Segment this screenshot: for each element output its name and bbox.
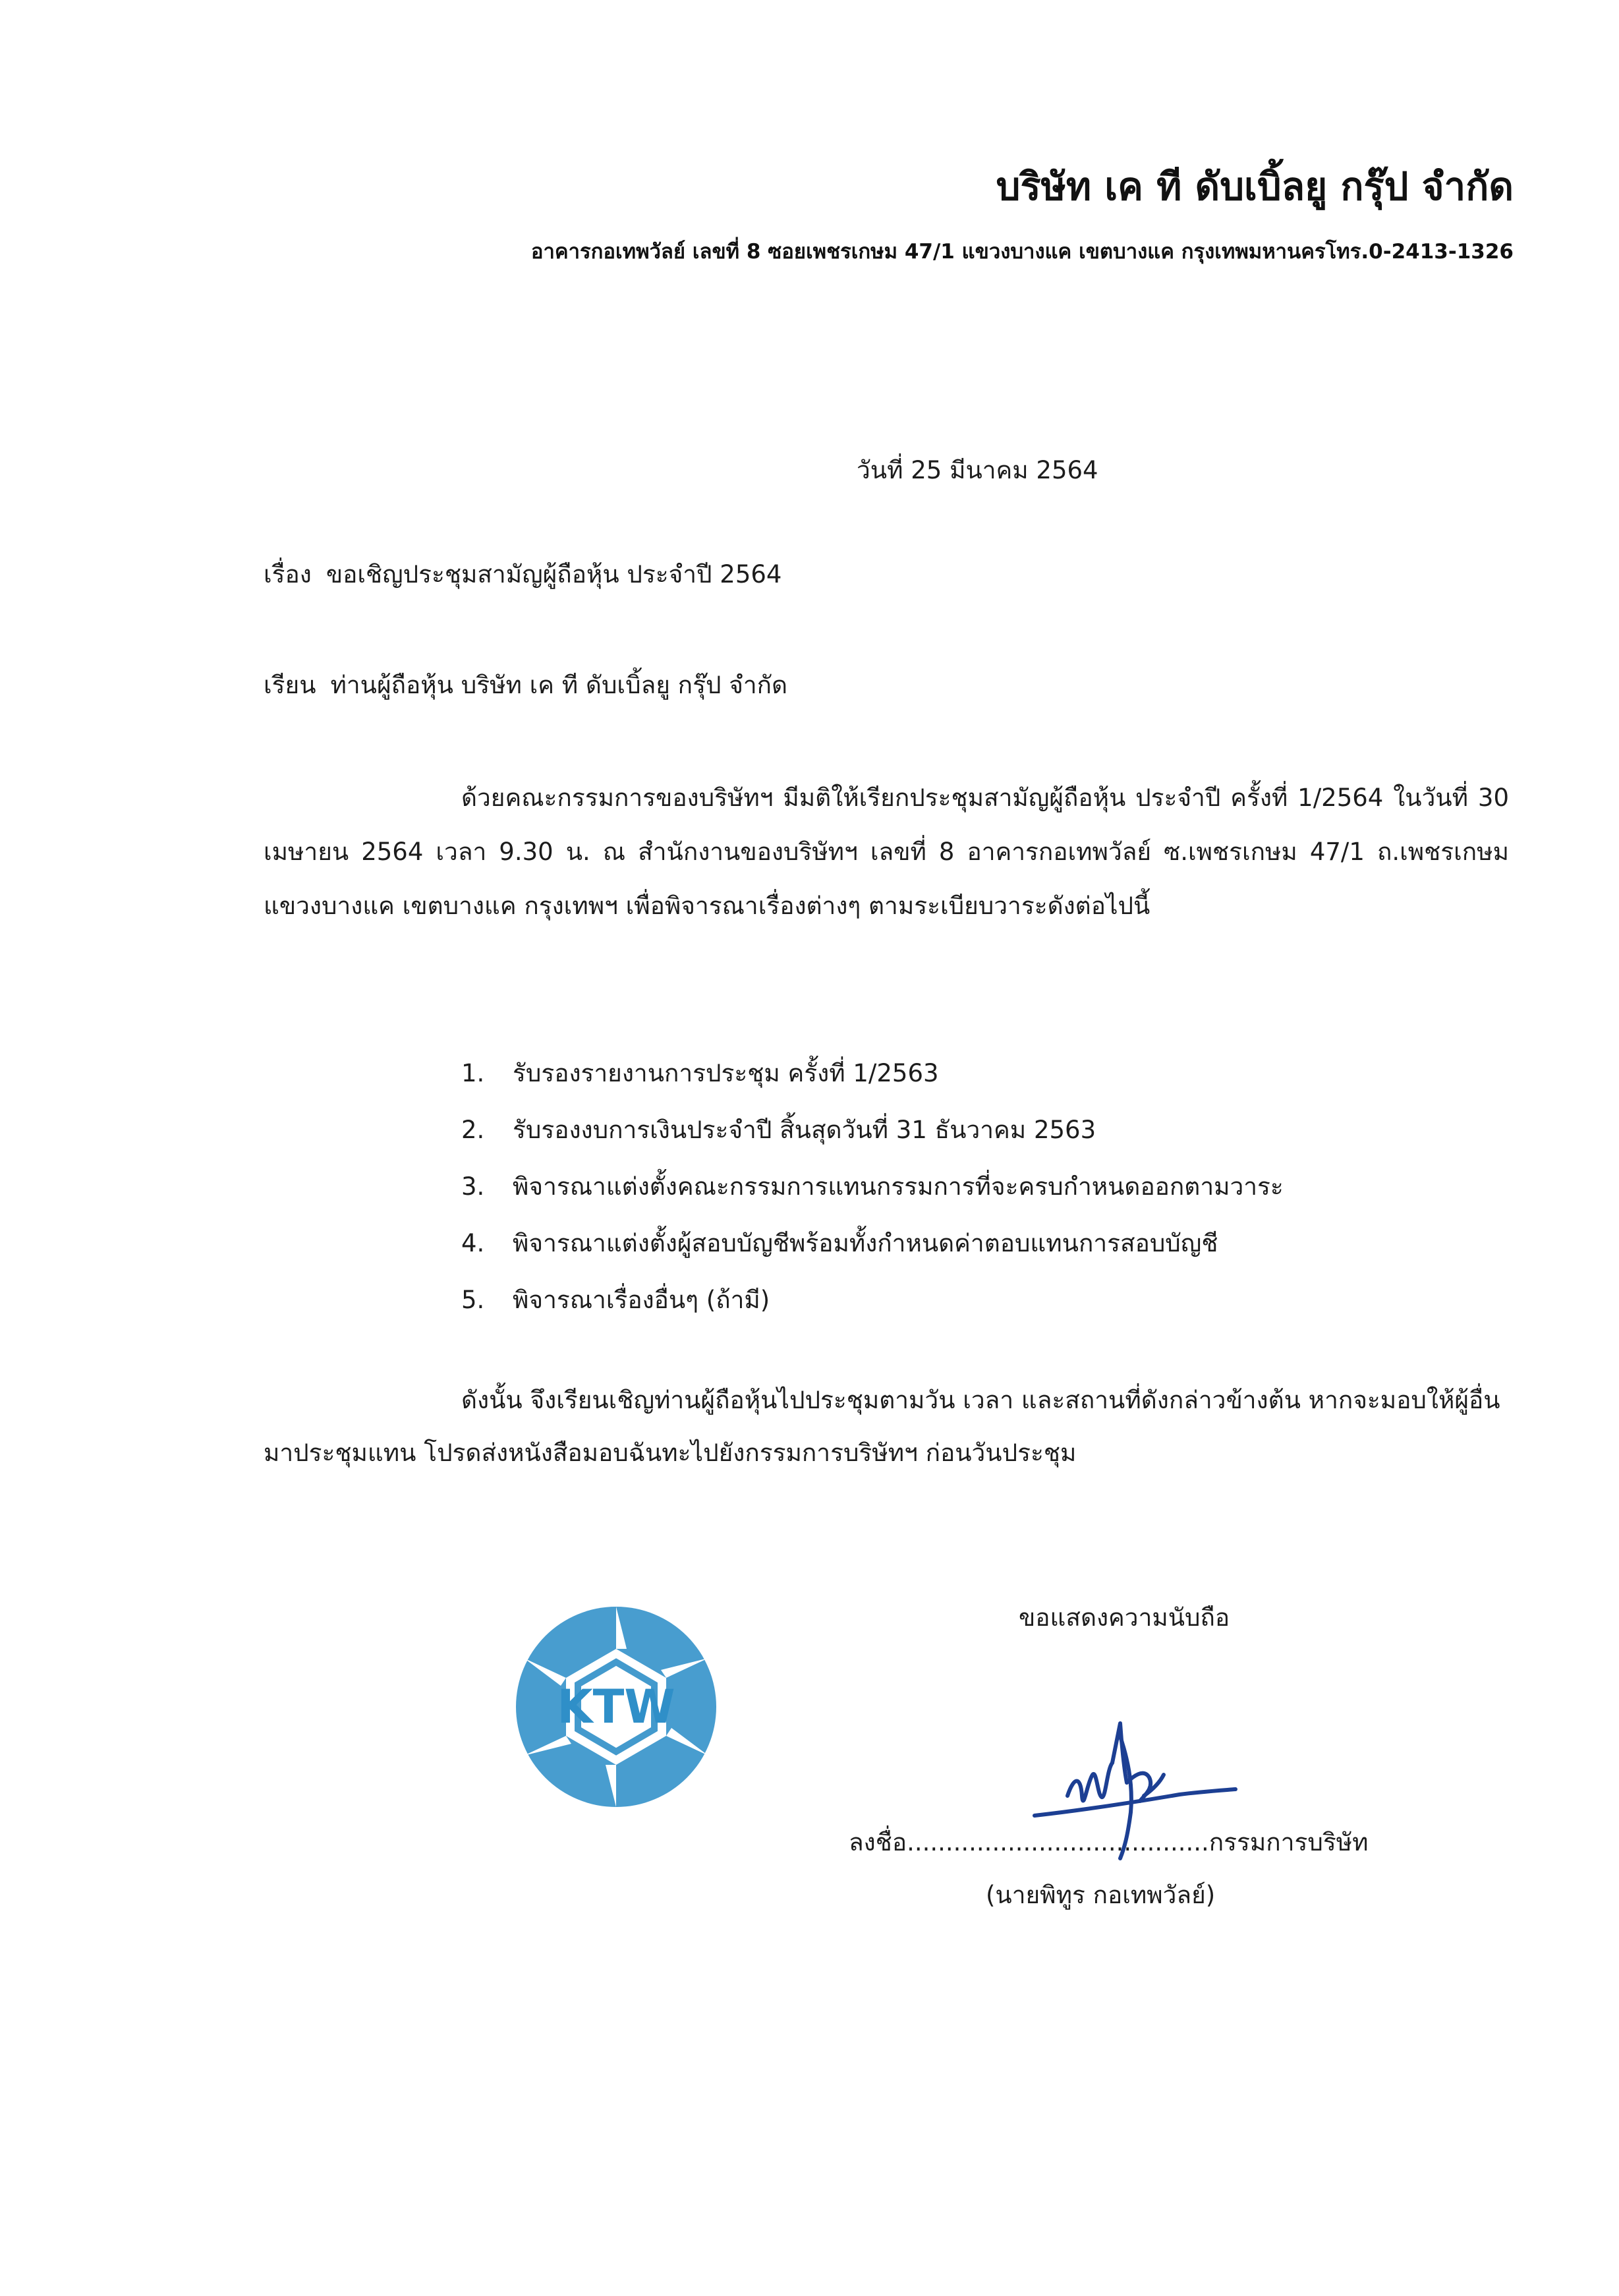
body-paragraph: ด้วยคณะกรรมการของบริษัทฯ มีมติให้เรียกประชุมสามัญผู้ถือหุ้น ประจำปี ครั้งที่ 1/2564 ในวันที่ 30 เมษายน 2564 เวลา 9.30 น. ณ สำนักงานของบริษัทฯ เลขที่ 8 อาคารกอเทพวัลย์ ซ.เพชรเกษม 47/1 ถ.เพชรเกษม แขวงบางแค เขตบางแค กรุงเทพฯ เพื่อพิจารณาเรื่องต่างๆ ตามระเบียบวาระดังต่อไปนี้ xyxy=(264,784,1509,920)
agenda-item xyxy=(461,1102,1284,1159)
agenda-text: รับรองรายงานการประชุม ครั้งที่ 1/2563 xyxy=(513,1059,939,1087)
agenda-text: พิจารณาเรื่องอื่นๆ (ถ้ามี) xyxy=(513,1286,770,1314)
agenda-number: 5. xyxy=(461,1286,485,1314)
agenda-text: พิจารณาแต่งตั้งคณะกรรมการแทนกรรมการที่จะครบกำหนดออกตามวาระ xyxy=(513,1172,1284,1201)
subject-text: ขอเชิญประชุมสามัญผู้ถือหุ้น ประจำปี 2564 xyxy=(326,560,782,588)
subject-label: เรื่อง xyxy=(264,560,312,588)
salutation-text: ท่านผู้ถือหุ้น บริษัท เค ที ดับเบิ้ลยู กรุ๊ป จำกัด xyxy=(330,671,788,699)
salutation-line xyxy=(264,666,787,704)
letter-date: วันที่ 25 มีนาคม 2564 xyxy=(857,456,1098,484)
agenda-text: พิจารณาแต่งตั้งผู้สอบบัญชีพร้อมทั้งกำหนดค่าตอบแทนการสอบบัญชี xyxy=(513,1229,1218,1257)
closing-paragraph: ดังนั้น จึงเรียนเชิญท่านผู้ถือหุ้นไปประชุมตามวัน เวลา และสถานที่ดังกล่าวข้างต้น หากจะมอบให้ผู้อื่นมาประชุมแทน โปรดส่งหนังสือมอบฉันทะไปยังกรรมการบริษัทฯ ก่อนวันประชุม xyxy=(264,1386,1500,1467)
agenda-number: 4. xyxy=(461,1229,485,1257)
company-address: อาคารกอเทพวัลย์ เลขที่ 8 ซอยเพชรเกษม 47/1 แขวงบางแค เขตบางแค กรุงเทพมหานครโทร.0-2413-1326 xyxy=(530,240,1514,264)
company-logo-stamp xyxy=(511,1601,722,1812)
signer-name: (นายพิทูร กอเทพวัลย์) xyxy=(986,1881,1216,1909)
company-name: บริษัท เค ที ดับเบิ้ลยู กรุ๊ป จำกัด xyxy=(996,164,1514,209)
agenda-item xyxy=(461,1272,1284,1329)
agenda-number: 2. xyxy=(461,1116,485,1144)
agenda-list xyxy=(461,1045,1284,1329)
signature-line: ลงชื่อ.......................................กรรมการบริษัท xyxy=(849,1828,1369,1856)
agenda-text: รับรองงบการเงินประจำปี สิ้นสุดวันที่ 31 ธันวาคม 2563 xyxy=(513,1116,1096,1144)
agenda-item xyxy=(461,1045,1284,1102)
agenda-number: 3. xyxy=(461,1172,485,1201)
agenda-item xyxy=(461,1215,1284,1272)
regards-text: ขอแสดงความนับถือ xyxy=(1019,1603,1230,1632)
subject-line xyxy=(264,555,781,594)
stamp-logo-text: KTW xyxy=(557,1680,675,1734)
agenda-number: 1. xyxy=(461,1059,485,1087)
agenda-item xyxy=(461,1159,1284,1215)
salutation-label: เรียน xyxy=(264,671,316,699)
